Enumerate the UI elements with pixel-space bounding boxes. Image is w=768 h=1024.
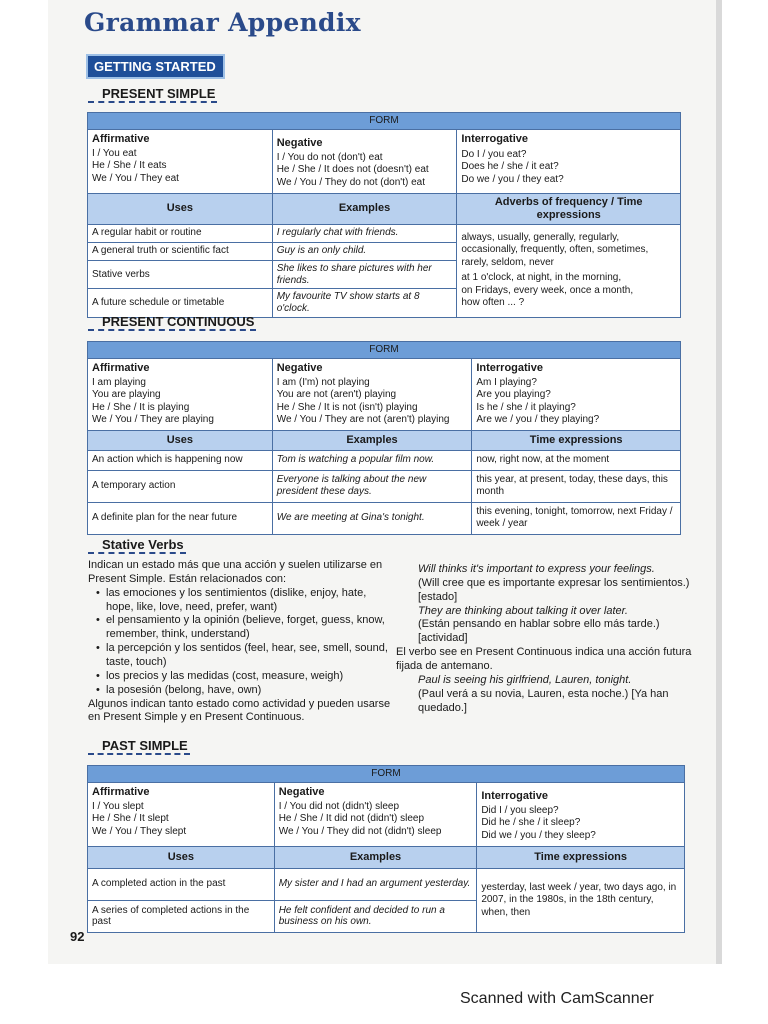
form-label: FORM (88, 113, 681, 130)
present-simple-table (87, 112, 681, 318)
list-item: • los precios y las medidas (cost, measure, weigh) (98, 670, 393, 684)
present-simple-heading: PRESENT SIMPLE (88, 86, 217, 103)
list-item: • las emociones y los sentimientos (dislike, enjoy, hate, hope, like, love, need, prefer, want) (98, 587, 393, 615)
present-continuous-table (87, 341, 681, 535)
time-expressions-cell: yesterday, last week / year, two days ago, in 2007, in the 1980s, in the 18th century, when, then (477, 868, 685, 932)
time-header: Time expressions (472, 430, 681, 450)
page-edge (716, 0, 722, 964)
example-translation: (Están pensando en hablar sobre ello más tarde.) [actividad] (418, 618, 660, 645)
example-cell: He felt confident and decided to run a business on his own. (274, 900, 477, 932)
use-cell: An action which is happening now (88, 450, 273, 470)
stative-verbs-heading: Stative Verbs (88, 537, 186, 554)
time-cell: this year, at present, today, these days, this month (472, 470, 681, 502)
uses-header: Uses (88, 430, 273, 450)
time-cell: this evening, tonight, tomorrow, next Friday / week / year (472, 502, 681, 534)
example-cell: My sister and I had an argument yesterday. (274, 868, 477, 900)
time-header: Adverbs of frequency / Time expressions (457, 193, 681, 224)
page-number: 92 (70, 929, 85, 944)
see-note: El verbo see en Present Continuous indica una acción futura fijada de antemano. (396, 646, 692, 673)
form-label: FORM (88, 342, 681, 359)
examples-header: Examples (272, 193, 457, 224)
use-cell: A regular habit or routine (88, 224, 273, 242)
affirmative-cell: Affirmative I / You eat He / She / It eats We / You / They eat (88, 129, 273, 193)
list-item: • la percepción y los sentidos (feel, hear, see, smell, sound, taste, touch) (98, 642, 393, 670)
use-cell: A series of completed actions in the past (88, 900, 275, 932)
use-cell: A future schedule or timetable (88, 289, 273, 318)
time-expressions-cell: always, usually, generally, regularly, occasionally, frequently, often, sometimes, rarely, seldom, never at 1 o'clock, at night, in the morning, on Fridays, every week, once a month, how often ... ? (457, 224, 681, 317)
stative-list (88, 587, 393, 698)
list-item: • el pensamiento y la opinión (believe, forget, guess, know, remember, think, understand) (98, 614, 393, 642)
page-title: Grammar Appendix (84, 8, 361, 37)
example-cell: I regularly chat with friends. (272, 224, 457, 242)
example-translation: (Will cree que es importante expresar los sentimientos.) [estado] (418, 576, 690, 603)
example-sentence: Will thinks it's important to express your feelings. (418, 563, 655, 575)
present-continuous-heading: PRESENT CONTINUOUS (88, 314, 256, 331)
form-label: FORM (88, 766, 685, 783)
negative-cell: Negative I am (I'm) not playing You are not (aren't) playing He / She / It is not (isn't) playing We / You / They are not (aren't) playing (272, 358, 472, 430)
past-simple-table (87, 765, 685, 933)
scanner-watermark: Scanned with CamScanner (460, 990, 654, 1007)
examples-header: Examples (272, 430, 472, 450)
negative-cell: Negative I / You do not (don't) eat He / She / It does not (doesn't) eat We / You / They do not (don't) eat (272, 129, 457, 193)
interrogative-cell: Interrogative Do I / you eat? Does he / she / it eat? Do we / you / they eat? (457, 129, 681, 193)
use-cell: Stative verbs (88, 260, 273, 289)
affirmative-cell: Affirmative I / You slept He / She / It slept We / You / They slept (88, 782, 275, 846)
interrogative-cell: Interrogative Am I playing? Are you playing? Is he / she / it playing? Are we / you / they playing? (472, 358, 681, 430)
use-cell: A temporary action (88, 470, 273, 502)
use-cell: A completed action in the past (88, 868, 275, 900)
time-cell: now, right now, at the moment (472, 450, 681, 470)
stative-verbs-left-column (88, 559, 393, 725)
examples-header: Examples (274, 846, 477, 868)
example-cell: Guy is an only child. (272, 242, 457, 260)
affirmative-cell: Affirmative I am playing You are playing He / She / It is playing We / You / They are playing (88, 358, 273, 430)
stative-outro: Algunos indican tanto estado como actividad y pueden usarse en Present Simple y en Present Continuous. (88, 697, 391, 724)
uses-header: Uses (88, 846, 275, 868)
stative-verbs-right-column (396, 563, 696, 715)
use-cell: A general truth or scientific fact (88, 242, 273, 260)
example-sentence: They are thinking about talking it over later. (418, 604, 628, 617)
uses-header: Uses (88, 193, 273, 224)
negative-cell: Negative I / You did not (didn't) sleep He / She / It did not (didn't) sleep We / You / They did not (didn't) sleep (274, 782, 477, 846)
section-badge: GETTING STARTED (86, 54, 225, 79)
example-translation: (Paul verá a su novia, Lauren, esta noche.) [Ya han quedado.] (418, 687, 669, 714)
past-simple-heading: PAST SIMPLE (88, 738, 190, 755)
example-cell: She likes to share pictures with her friends. (272, 260, 457, 289)
stative-intro: Indican un estado más que una acción y suelen utilizarse en Present Simple. Están relacionados con: (88, 559, 383, 585)
example-cell: Tom is watching a popular film now. (272, 450, 472, 470)
interrogative-cell: Interrogative Did I / you sleep? Did he / she / it sleep? Did we / you / they sleep? (477, 782, 685, 846)
time-header: Time expressions (477, 846, 685, 868)
example-cell: My favourite TV show starts at 8 o'clock. (272, 289, 457, 318)
use-cell: A definite plan for the near future (88, 502, 273, 534)
list-item: • la posesión (belong, have, own) (98, 684, 393, 698)
example-cell: We are meeting at Gina's tonight. (272, 502, 472, 534)
example-sentence: Paul is seeing his girlfriend, Lauren, tonight. (418, 673, 632, 686)
example-cell: Everyone is talking about the new president these days. (272, 470, 472, 502)
